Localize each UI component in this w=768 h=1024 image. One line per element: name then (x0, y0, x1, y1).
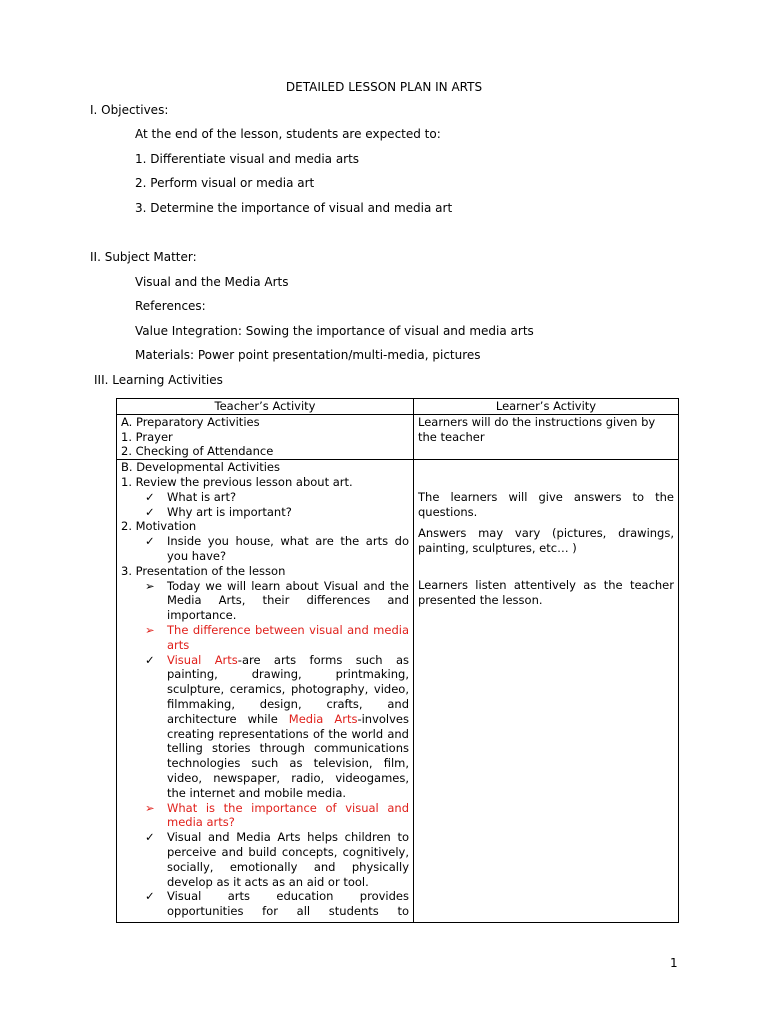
subject-references: References: (135, 299, 206, 313)
review-item: 1. Review the previous lesson about art. (121, 474, 353, 489)
objective-item-3: 3. Determine the importance of visual and media art (135, 201, 453, 215)
arrow-icon: ➢ (145, 622, 155, 637)
review-question-2: Why art is important? (167, 504, 292, 519)
table-header-row (117, 399, 679, 415)
list-item (121, 579, 409, 623)
learner-answers-text: The learners will give answers to the questions. (418, 489, 674, 519)
list-item (121, 490, 409, 505)
list-item (121, 830, 409, 889)
visual-arts-description: -are arts forms such as painting, drawing, printmaking, sculpture, ceramics, photography, video, filmmaking, design, crafts, and architecture while (167, 652, 409, 726)
objective-item-2: 2. Perform visual or media art (135, 176, 315, 190)
arrow-icon: ➢ (145, 800, 155, 815)
list-item (121, 623, 409, 653)
list-item (121, 534, 409, 564)
subject-materials: Materials: Power point presentation/multi-media, pictures (135, 348, 481, 362)
check-icon: ✓ (145, 830, 155, 845)
media-arts-description: -involves creating representations of the world and telling stories through communications technologies such as television, film, video, newspaper, radio, videogames, the internet and mobile media. (167, 711, 409, 800)
table-row (117, 414, 679, 459)
importance-point-2: Visual arts education provides opportunities for all students to (167, 889, 409, 919)
subject-matter-heading: II. Subject Matter: (90, 250, 197, 264)
developmental-title: B. Developmental Activities (121, 460, 280, 475)
motivation-question: Inside you house, what are the arts do you have? (167, 534, 409, 563)
list-item (121, 653, 409, 801)
today-text: Today we will learn about Visual and the Media Arts, their differences and importance. (167, 578, 409, 623)
difference-heading: The difference between visual and media arts (167, 622, 409, 652)
attendance-item: 2. Checking of Attendance (121, 444, 274, 459)
learner-cell (414, 460, 679, 923)
objectives-intro: At the end of the lesson, students are expected to: (135, 127, 441, 141)
importance-point-1: Visual and Media Arts helps children to perceive and build concepts, cognitively, socially, emotionally and physically develop as it acts as an aid or tool. (167, 830, 409, 889)
page-title: DETAILED LESSON PLAN IN ARTS (285, 80, 483, 94)
check-icon: ✓ (145, 652, 155, 667)
media-arts-term: Media Arts (288, 711, 358, 726)
learner-answers-vary-text: Answers may vary (pictures, drawings, painting, sculptures, etc… ) (418, 526, 674, 556)
activities-table (116, 398, 679, 923)
preparatory-title: A. Preparatory Activities (121, 414, 260, 429)
check-icon: ✓ (145, 489, 155, 504)
table-row (117, 460, 679, 923)
learner-activity-header: Learner’s Activity (414, 399, 679, 415)
subject-topic: Visual and the Media Arts (135, 275, 289, 289)
check-icon: ✓ (145, 534, 155, 549)
learner-listen-text: Learners listen attentively as the teacher presented the lesson. (418, 577, 674, 607)
check-icon: ✓ (145, 889, 155, 904)
review-question-1: What is art? (167, 489, 237, 504)
check-icon: ✓ (145, 504, 155, 519)
list-item (121, 801, 409, 831)
page-number: 1 (670, 956, 678, 970)
learning-activities-heading: III. Learning Activities (94, 373, 223, 387)
visual-arts-term: Visual Arts (167, 652, 238, 667)
motivation-item: 2. Motivation (121, 519, 197, 534)
list-item (121, 505, 409, 520)
prayer-item: 1. Prayer (121, 429, 173, 444)
teacher-cell (117, 414, 414, 459)
presentation-item: 3. Presentation of the lesson (121, 563, 286, 578)
subject-value-integration: Value Integration: Sowing the importance of visual and media arts (135, 324, 534, 338)
teacher-activity-header: Teacher’s Activity (117, 399, 414, 415)
objectives-heading: I. Objectives: (90, 103, 169, 117)
preparatory-learner-text: Learners will do the instructions given by the teacher (418, 414, 656, 444)
learner-cell (414, 414, 679, 459)
list-item (121, 889, 409, 919)
teacher-cell (117, 460, 414, 923)
arrow-icon: ➢ (145, 578, 155, 593)
importance-heading: What is the importance of visual and media arts? (167, 800, 409, 830)
objective-item-1: 1. Differentiate visual and media arts (135, 152, 360, 166)
